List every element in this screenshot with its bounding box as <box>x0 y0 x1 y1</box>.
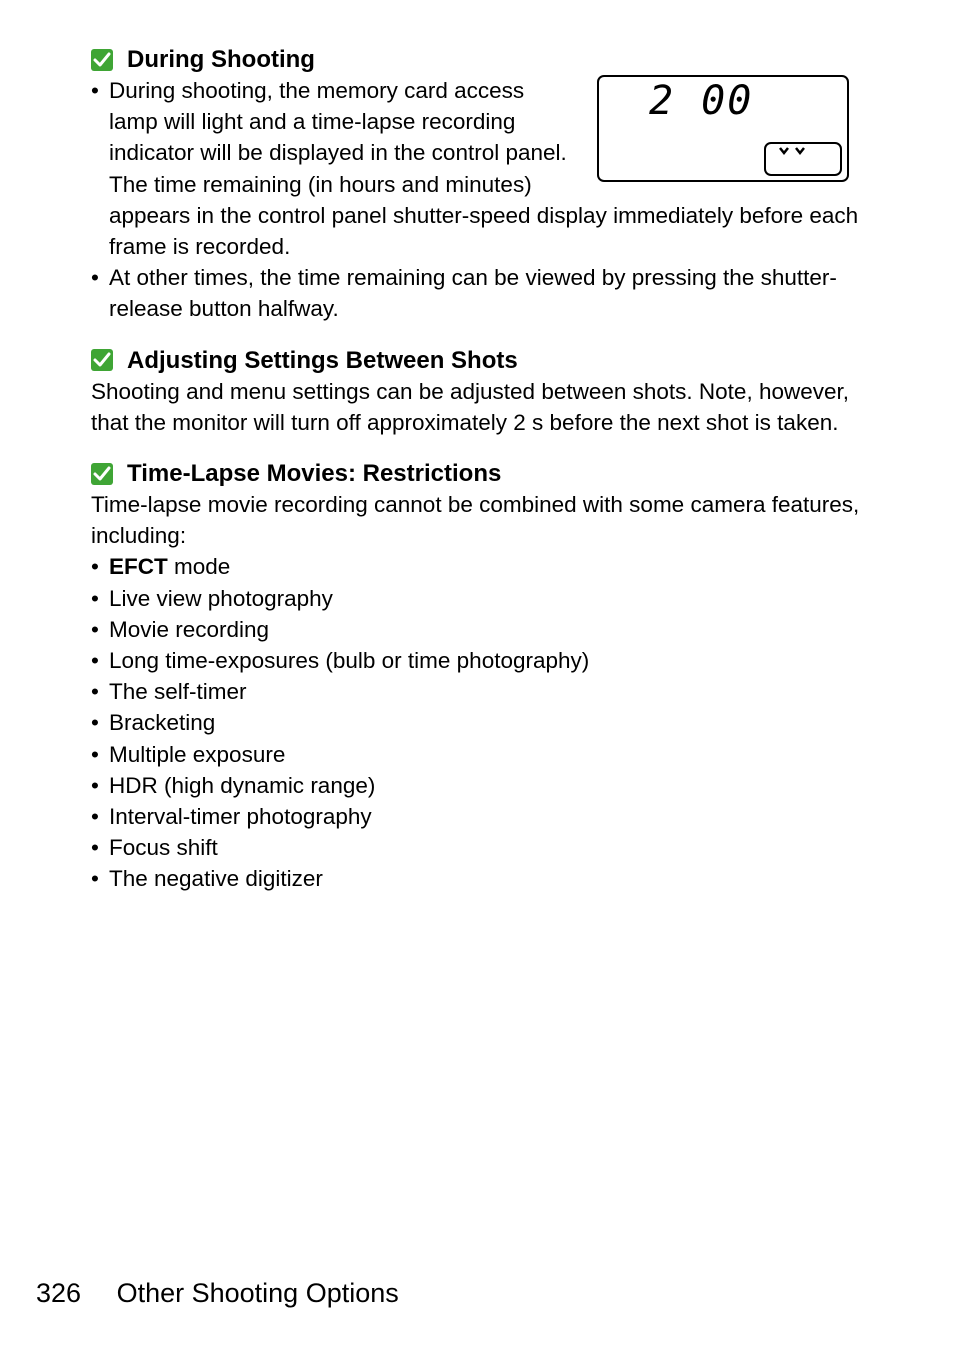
list-item: • Multiple exposure <box>91 739 861 770</box>
chapter-title: Other Shooting Options <box>116 1278 399 1308</box>
page-footer <box>36 1276 399 1310</box>
section-heading <box>91 44 861 75</box>
checkmark-icon <box>91 49 113 71</box>
list-item: • Movie recording <box>91 614 861 645</box>
list-item: • Interval-timer photography <box>91 801 861 832</box>
heading-text: Time-Lapse Movies: Restrictions <box>127 460 502 488</box>
list-item: • Bracketing <box>91 707 861 738</box>
list-item: • The self-timer <box>91 676 861 707</box>
section-during-shooting <box>91 44 861 325</box>
section-heading <box>91 345 861 376</box>
body-text: Shooting and menu settings can be adjusted between shots. Note, however, that the monitor will turn off approximately 2 s before the next shot is taken. <box>91 378 850 435</box>
list-item <box>91 551 861 582</box>
heading-text: During Shooting <box>127 46 315 73</box>
list-item: • The negative digitizer <box>91 863 861 894</box>
lcd-time-remaining: 2 00 <box>649 78 754 124</box>
page-content <box>91 44 861 915</box>
section-adjusting-settings <box>91 345 861 438</box>
list-item: • HDR (high dynamic range) <box>91 770 861 801</box>
bullet-list <box>91 75 861 325</box>
list-item: • Live view photography <box>91 583 861 614</box>
body-text: Time-lapse movie recording cannot be combined with some camera features, including: <box>91 492 860 549</box>
list-item: • Focus shift <box>91 832 861 863</box>
list-item: • During shooting, the memory card access lamp will light and a time-lapse recording indicator will be displayed in the control panel. The time remaining (in hours and minutes) appears in the control panel shutter-speed display immediately before each frame is recorded. <box>91 75 861 262</box>
page-number: 326 <box>36 1278 82 1308</box>
checkmark-icon <box>91 463 113 485</box>
heading-text: Adjusting Settings Between Shots <box>127 346 518 374</box>
restrictions-list <box>91 551 861 894</box>
section-heading <box>91 458 861 489</box>
checkmark-icon <box>91 349 113 371</box>
list-item: • Long time-exposures (bulb or time photography) <box>91 645 861 676</box>
section-restrictions <box>91 458 861 895</box>
list-item: • At other times, the time remaining can be viewed by pressing the shutter-release button halfway. <box>91 262 861 324</box>
list-item-text: mode <box>167 554 231 580</box>
efct-label: EFCT <box>109 554 168 580</box>
